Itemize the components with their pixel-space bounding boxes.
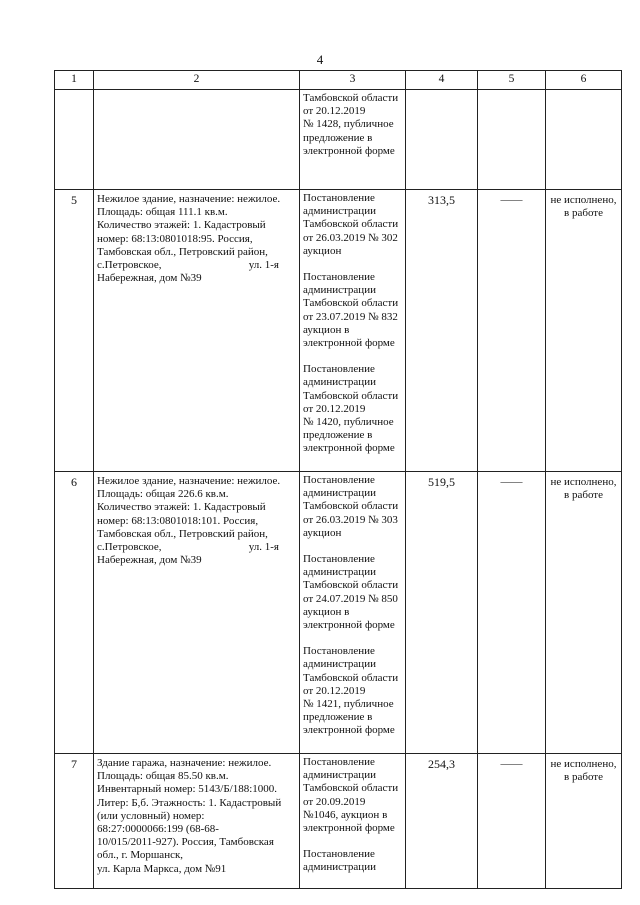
document-line: аукцион в	[303, 605, 350, 618]
header-col-6: 6	[546, 71, 622, 90]
table-row	[55, 190, 622, 472]
row-number: 5	[55, 190, 94, 472]
col5-value: ——	[478, 190, 546, 472]
document-line: электронной форме	[303, 619, 395, 632]
document-entry	[303, 192, 404, 258]
object-address-right: ул. 1-я	[248, 259, 279, 272]
object-line: номер: 68:13:0801018:101. Россия,	[97, 514, 259, 527]
document-entry	[303, 92, 404, 158]
status-cell	[546, 190, 622, 472]
document-entry	[303, 645, 404, 737]
status-line: в работе	[564, 771, 603, 784]
object-description	[94, 472, 300, 754]
header-col-1: 1	[55, 71, 94, 90]
document-line: Тамбовской области	[303, 389, 399, 402]
document-line: Постановление	[303, 271, 375, 284]
documents-cell	[300, 754, 406, 889]
document-line: Тамбовской области	[303, 782, 399, 795]
object-line: Количество этажей: 1. Кадастровый	[97, 501, 266, 514]
table-row	[55, 754, 622, 889]
object-line: Набережная, дом №39	[97, 554, 202, 567]
row-number: 6	[55, 472, 94, 754]
object-description	[94, 90, 300, 190]
status-line: в работе	[564, 489, 603, 502]
document-line: Постановление	[303, 756, 375, 768]
document-line: электронной форме	[303, 822, 395, 835]
object-address-left: с.Петровское,	[97, 259, 162, 272]
document-entry	[303, 848, 404, 874]
document-line: администрации	[303, 566, 376, 579]
document-line: Тамбовской области	[303, 297, 399, 310]
table-row	[55, 90, 622, 190]
row-number	[55, 90, 94, 190]
object-line: Набережная, дом №39	[97, 272, 202, 285]
document-line: Тамбовской области	[303, 500, 399, 513]
document-line: от 20.12.2019	[303, 402, 366, 415]
status-line: в работе	[564, 207, 603, 220]
document-line: администрации	[303, 769, 376, 782]
document-line: Постановление	[303, 474, 375, 486]
status-cell	[546, 472, 622, 754]
object-address-right: ул. 1-я	[248, 541, 279, 554]
header-col-2: 2	[94, 71, 300, 90]
document-line: электронной форме	[303, 724, 395, 737]
status-cell	[546, 754, 622, 889]
object-line: Площадь: общая 226.6 кв.м.	[97, 488, 229, 501]
col5-value	[478, 90, 546, 190]
document-line: Тамбовской области	[303, 92, 399, 104]
col5-value: ——	[478, 472, 546, 754]
object-line: Здание гаража, назначение: нежилое.	[97, 757, 272, 769]
document-line: аукцион	[303, 244, 342, 257]
document-entry	[303, 756, 404, 835]
object-line: Нежилое здание, назначение: нежилое.	[97, 193, 281, 205]
object-line: ул. Карла Маркса, дом №91	[97, 862, 227, 875]
document-line: электронной форме	[303, 337, 395, 350]
row-number: 7	[55, 754, 94, 889]
document-line: электронной форме	[303, 144, 395, 157]
document-line: от 26.03.2019 № 302	[303, 231, 398, 244]
object-line: номер: 68:13:0801018:95. Россия,	[97, 232, 253, 245]
document-line: предложение в	[303, 429, 373, 442]
object-line: Площадь: общая 111.1 кв.м.	[97, 206, 228, 219]
document-line: от 23.07.2019 № 832	[303, 310, 398, 323]
object-line: Литер: Б,б. Этажность: 1. Кадастровый	[97, 796, 282, 809]
documents-cell	[300, 472, 406, 754]
document-line: от 20.12.2019	[303, 105, 366, 118]
document-line: № 1428, публичное	[303, 118, 394, 131]
area-value: 313,5	[406, 190, 478, 472]
document-line: администрации	[303, 861, 376, 874]
document-line: Постановление	[303, 363, 375, 376]
area-value	[406, 90, 478, 190]
document-line: аукцион в	[303, 323, 350, 336]
object-line: обл., г. Моршанск,	[97, 849, 184, 862]
document-line: Постановление	[303, 848, 375, 861]
document-line: Постановление	[303, 645, 375, 658]
page-number: 4	[316, 52, 324, 67]
object-address-line	[97, 541, 297, 554]
document-line: Тамбовской области	[303, 579, 399, 592]
document-line: администрации	[303, 487, 376, 500]
document-line: №1046, аукцион в	[303, 808, 388, 821]
status-line: не исполнено,	[550, 194, 617, 206]
document-entry	[303, 271, 404, 350]
object-description	[94, 754, 300, 889]
document-line: аукцион	[303, 526, 342, 539]
document-line: Постановление	[303, 553, 375, 566]
status-line: не исполнено,	[550, 758, 617, 770]
object-line: Количество этажей: 1. Кадастровый	[97, 219, 266, 232]
header-col-4: 4	[406, 71, 478, 90]
object-address-left: с.Петровское,	[97, 541, 162, 554]
col5-value: ——	[478, 754, 546, 889]
document-line: администрации	[303, 205, 376, 218]
document-line: от 26.03.2019 № 303	[303, 513, 398, 526]
document-line: предложение в	[303, 711, 373, 724]
document-line: предложение в	[303, 131, 373, 144]
object-line: 68:27:0000066:199 (68-68-	[97, 823, 219, 836]
document-line: администрации	[303, 284, 376, 297]
document-line: от 20.09.2019	[303, 795, 366, 808]
header-col-3: 3	[300, 71, 406, 90]
object-address-line	[97, 259, 297, 272]
object-line: Тамбовская обл., Петровский район,	[97, 245, 268, 258]
object-line: Площадь: общая 85.50 кв.м.	[97, 770, 229, 783]
object-line: Тамбовская обл., Петровский район,	[97, 527, 268, 540]
objects-table	[54, 70, 622, 889]
object-description	[94, 190, 300, 472]
document-line: Тамбовской области	[303, 671, 399, 684]
object-line: Инвентарный номер: 5143/Б/188:1000.	[97, 783, 278, 796]
document-entry	[303, 474, 404, 540]
document-line: администрации	[303, 658, 376, 671]
object-line: Нежилое здание, назначение: нежилое.	[97, 475, 281, 487]
object-line: (или условный) номер:	[97, 809, 205, 822]
document-line: электронной форме	[303, 442, 395, 455]
document-line: № 1421, публичное	[303, 698, 394, 711]
table-row	[55, 472, 622, 754]
object-line: 10/015/2011-927). Россия, Тамбовская	[97, 836, 274, 849]
document-line: администрации	[303, 376, 376, 389]
document-line: № 1420, публичное	[303, 416, 394, 429]
status-cell	[546, 90, 622, 190]
document-entry	[303, 363, 404, 455]
document-entry	[303, 553, 404, 632]
table-header-row	[55, 71, 622, 90]
area-value: 519,5	[406, 472, 478, 754]
document-line: Тамбовской области	[303, 218, 399, 231]
status-line: не исполнено,	[550, 476, 617, 488]
area-value: 254,3	[406, 754, 478, 889]
document-line: от 24.07.2019 № 850	[303, 592, 398, 605]
document-line: Постановление	[303, 192, 375, 204]
documents-cell	[300, 190, 406, 472]
documents-cell	[300, 90, 406, 190]
document-line: от 20.12.2019	[303, 684, 366, 697]
header-col-5: 5	[478, 71, 546, 90]
